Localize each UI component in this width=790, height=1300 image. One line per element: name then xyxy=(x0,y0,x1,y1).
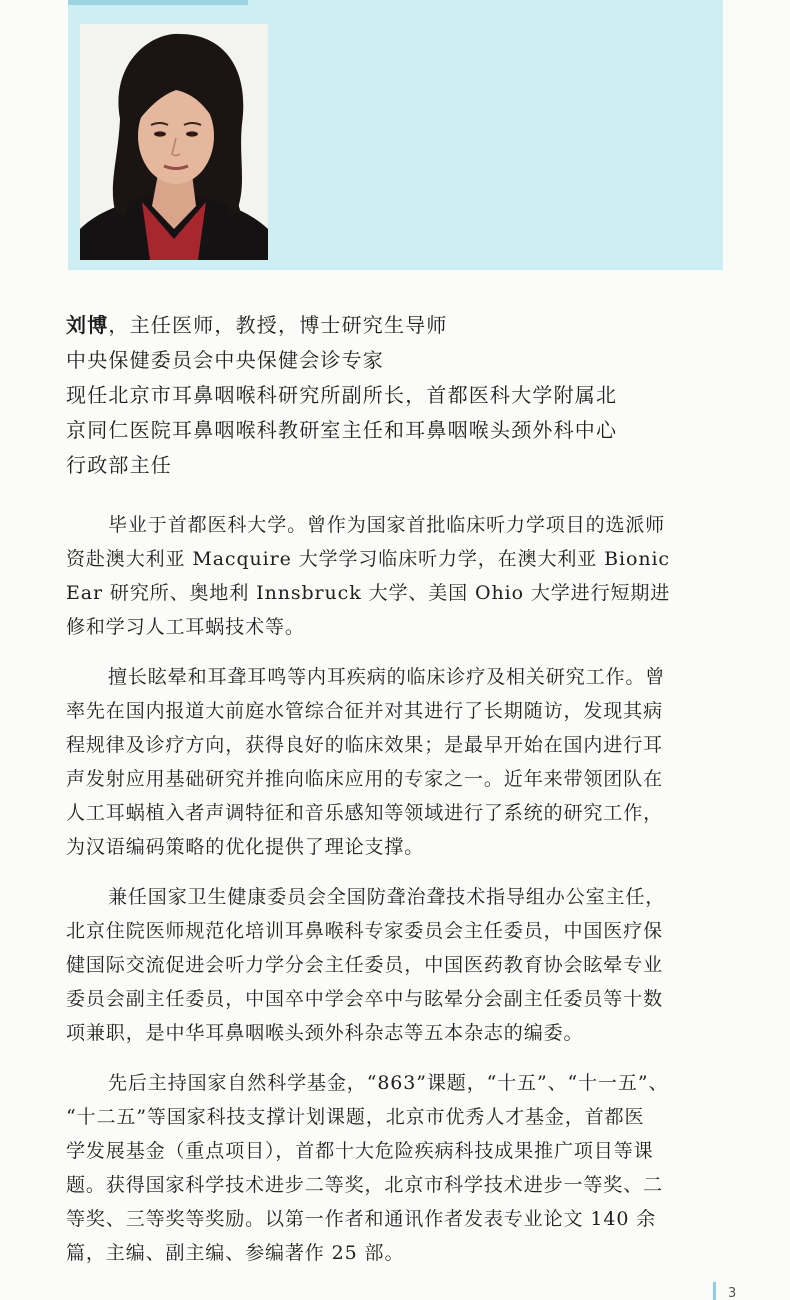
paragraph-line: 程规律及诊疗方向，获得良好的临床效果；是最早开始在国内进行耳 xyxy=(66,734,664,756)
paragraph-line: 毕业于首都医科大学。曾作为国家首批临床听力学项目的选派师 xyxy=(108,514,666,536)
paragraph-expertise xyxy=(66,660,730,864)
paragraph-line: 声发射应用基础研究并推向临床应用的专家之一。近年来带领团队在 xyxy=(66,768,664,790)
intro-line: 中央保健委员会中央保健会诊专家 xyxy=(66,348,384,372)
paragraph-line: 项兼职，是中华耳鼻咽喉头颈外科杂志等五本杂志的编委。 xyxy=(66,1022,584,1044)
biography-body xyxy=(66,508,730,1286)
profile-heading-line xyxy=(66,308,730,343)
paragraph-line: 擅长眩晕和耳聋耳鸣等内耳疾病的临床诊疗及相关研究工作。曾 xyxy=(108,666,666,688)
paragraph-line: 学发展基金（重点项目），首都十大危险疾病科技成果推广项目等课 xyxy=(66,1140,654,1162)
portrait-photo xyxy=(80,24,268,260)
paragraph-line: 先后主持国家自然科学基金，“863”课题，“十五”、“十一五”、 xyxy=(108,1072,669,1094)
paragraph-line: 等奖、三等奖等奖励。以第一作者和通讯作者发表专业论文 140 余 xyxy=(66,1208,657,1230)
paragraph-education xyxy=(66,508,730,644)
paragraph-line: 率先在国内报道大前庭水管综合征并对其进行了长期随访，发现其病 xyxy=(66,700,664,722)
intro-line: 行政部主任 xyxy=(66,453,172,477)
paragraph-positions xyxy=(66,880,730,1050)
paragraph-achievements xyxy=(66,1066,730,1270)
paragraph-line: 修和学习人工耳蜗技术等。 xyxy=(66,616,305,638)
intro-line: 现任北京市耳鼻咽喉科研究所副所长，首都医科大学附属北 xyxy=(66,383,618,407)
paragraph-line: 题。获得国家科学技术进步二等奖，北京市科学技术进步一等奖、二 xyxy=(66,1174,664,1196)
profile-intro xyxy=(66,308,730,483)
paragraph-line: 委员会副主任委员，中国卒中学会卒中与眩晕分会副主任委员等十数 xyxy=(66,988,664,1010)
paragraph-line: 健国际交流促进会听力学分会主任委员，中国医药教育协会眩晕专业 xyxy=(66,954,664,976)
page-number: 3 xyxy=(728,1286,737,1300)
paragraph-line: 人工耳蜗植入者声调特征和音乐感知等领域进行了系统的研究工作， xyxy=(66,802,664,824)
paragraph-line: 篇，主编、副主编、参编著作 25 部。 xyxy=(66,1242,405,1264)
header-accent-strip xyxy=(68,0,248,5)
doctor-name: 刘博 xyxy=(66,313,109,337)
paragraph-line: 兼任国家卫生健康委员会全国防聋治聋技术指导组办公室主任， xyxy=(108,886,666,908)
paragraph-line: Ear 研究所、奥地利 Innsbruck 大学、美国 Ohio 大学进行短期进 xyxy=(66,582,671,604)
paragraph-line: 资赴澳大利亚 Macquire 大学学习临床听力学，在澳大利亚 Bionic xyxy=(66,548,670,570)
intro-line: 京同仁医院耳鼻咽喉科教研室主任和耳鼻咽喉头颈外科中心 xyxy=(66,418,618,442)
paragraph-line: 为汉语编码策略的优化提供了理论支撑。 xyxy=(66,836,425,858)
paragraph-line: “十二五”等国家科技支撑计划课题，北京市优秀人才基金，首都医 xyxy=(66,1106,645,1128)
doctor-title: ，主任医师，教授，博士研究生导师 xyxy=(108,313,448,337)
paragraph-line: 北京住院医师规范化培训耳鼻喉科专家委员会主任委员，中国医疗保 xyxy=(66,920,664,942)
page-number-marker xyxy=(713,1282,716,1300)
